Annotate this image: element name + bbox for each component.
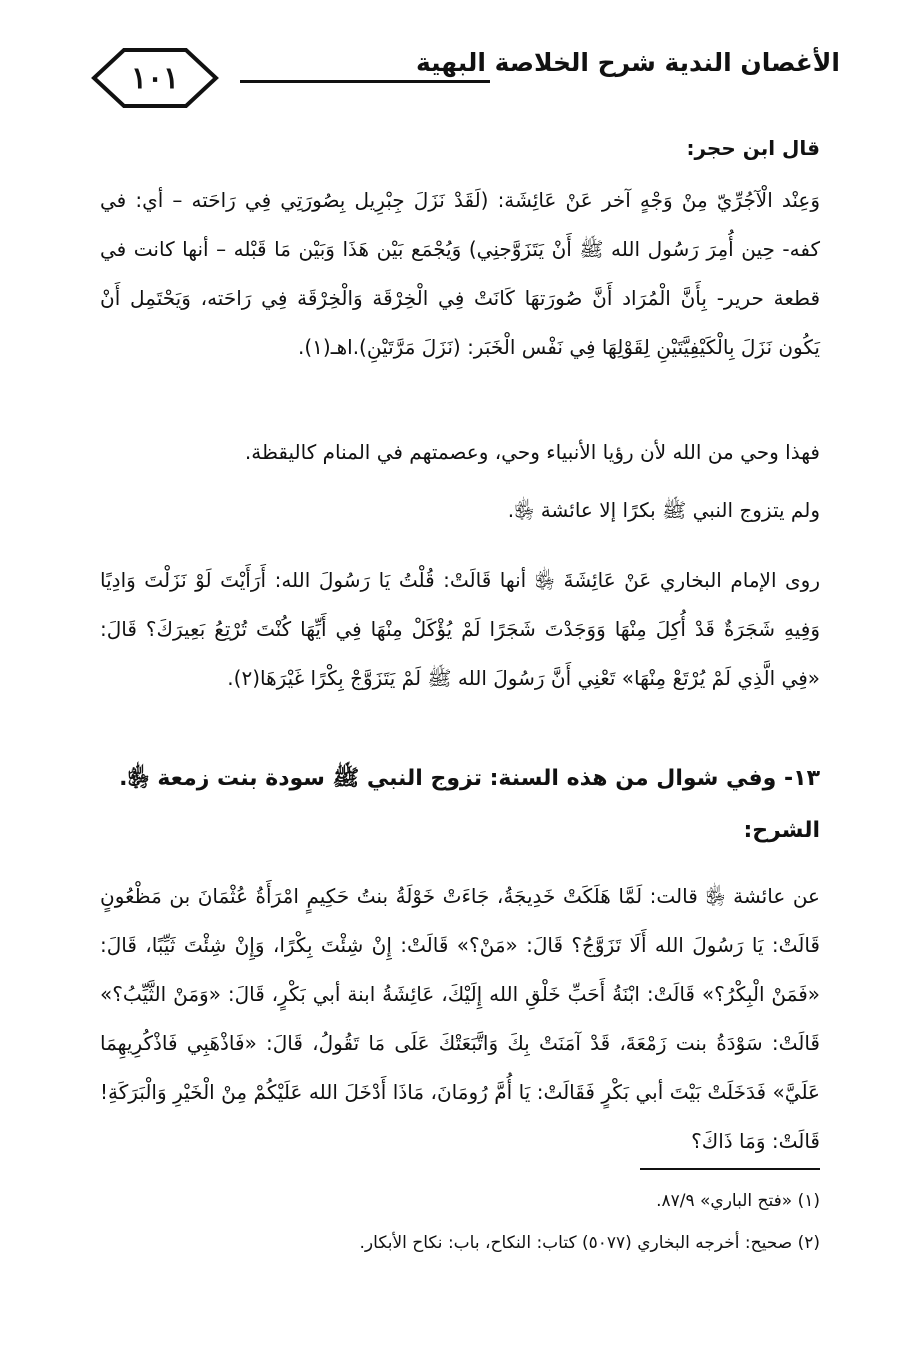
page-header — [90, 38, 840, 118]
sharh-label: الشرح: — [743, 818, 820, 843]
paragraph-ibn-hajar: وَعِنْد الْآجُرِّيّ مِنْ وَجْهٍ آخر عَنْ عَائِشَة: (لَقَدْ نَزَلَ جِبْرِيل بِصُورَتِي فِي رَاحَته – أي: في كفه- حِين أُمِرَ رَسُول الله ﷺ أَنْ يَتَزَوَّجنِي) وَيُجْمَع بَيْن هَذَا وَبَيْن مَا قَبْله – أنها كانت في قطعة حرير- بِأَنَّ الْمُرَاد أَنَّ صُورَتهَا كَانَتْ فِي الْخِرْقَة وَالْخِرْقَة فِي رَاحَته، وَيَحْتَمِل أَنْ يَكُون نَزَلَ بِالْكَيْفِيَّتَيْنِ لِقَوْلِهَا فِي نَفْس الْخَبَر: (نَزَلَ مَرَّتَيْنِ).اهـ(١). — [100, 188, 820, 359]
header-rule — [240, 80, 490, 83]
page-number: ١٠١ — [130, 60, 180, 96]
paragraph-revelation: فهذا وحي من الله لأن رؤيا الأنبياء وحي، وعصمتهم في المنام كاليقظة. — [244, 440, 820, 464]
footnote-2: (٢) صحيح: أخرجه البخاري (٥٠٧٧) كتاب: النكاح، باب: نكاح الأبكار. — [359, 1233, 820, 1253]
page-number-badge — [90, 46, 220, 110]
footnote-1: (١) «فتح الباري» ٨٧/٩. — [656, 1191, 820, 1211]
paragraph-virgin: ولم يتزوج النبي ﷺ بكرًا إلا عائشة ﵂. — [507, 498, 820, 522]
footnote-separator — [640, 1168, 820, 1170]
section-heading: ١٣- وفي شوال من هذه السنة: تزوج النبي ﷺ سودة بنت زمعة ﵂. — [119, 766, 820, 791]
paragraph-bukhari: روى الإمام البخاري عَنْ عَائِشَةَ ﵂ أنها قَالَتْ: قُلْتُ يَا رَسُولَ الله: أَرَأَيْتَ لَوْ نَزَلْتَ وَادِيًا وَفِيهِ شَجَرَةٌ قَدْ أُكِلَ مِنْهَا وَوَجَدْتَ شَجَرًا لَمْ يُؤْكَلْ مِنْهَا فِي أَيِّهَا كُنْتَ تُرْتِعُ بَعِيرَكَ؟ قَالَ: «فِي الَّذِي لَمْ يُرْتَعْ مِنْهَا» تَعْنِي أَنَّ رَسُولَ الله ﷺ لَمْ يَتَزَوَّجْ بِكْرًا غَيْرَهَا(٢). — [100, 568, 820, 690]
book-title: الأغصان الندية شرح الخلاصة البهية — [415, 48, 840, 77]
quote-label: قال ابن حجر: — [686, 136, 820, 160]
paragraph-khawla: عن عائشة ﵂ قالت: لَمَّا هَلَكَتْ خَدِيجَةُ، جَاءَتْ خَوْلَةُ بنتُ حَكِيمٍ امْرَأَةُ عُثْمَانَ بن مَظْعُونٍ قَالَتْ: يَا رَسُولَ الله أَلَا تَزَوَّجُ؟ قَالَ: «مَنْ؟» قَالَتْ: إِنْ شِئْتَ بِكْرًا، وَإِنْ شِئْتَ ثَيِّبًا، قَالَ: «فَمَنْ الْبِكْرُ؟» قَالَتْ: ابْنَةُ أَحَبِّ خَلْقِ الله إِلَيْكَ، عَائِشَةُ ابنة أبي بَكْرٍ، قَالَ: «وَمَنْ الثَّيِّبُ؟» قَالَتْ: سَوْدَةُ بنت زَمْعَةَ، قَدْ آمَنَتْ بِكَ وَاتَّبَعَتْكَ عَلَى مَا تَقُولُ، قَالَ: «فَاذْهَبِي فَاذْكُرِيهِمَا عَلَيَّ» فَدَخَلَتْ بَيْتَ أبي بَكْرٍ فَقَالَتْ: يَا أُمَّ رُومَانَ، مَاذَا أَدْخَلَ الله عَلَيْكُمْ مِنْ الْخَيْرِ وَالْبَرَكَةِ! قَالَتْ: وَمَا ذَاكَ؟ — [100, 884, 820, 1153]
